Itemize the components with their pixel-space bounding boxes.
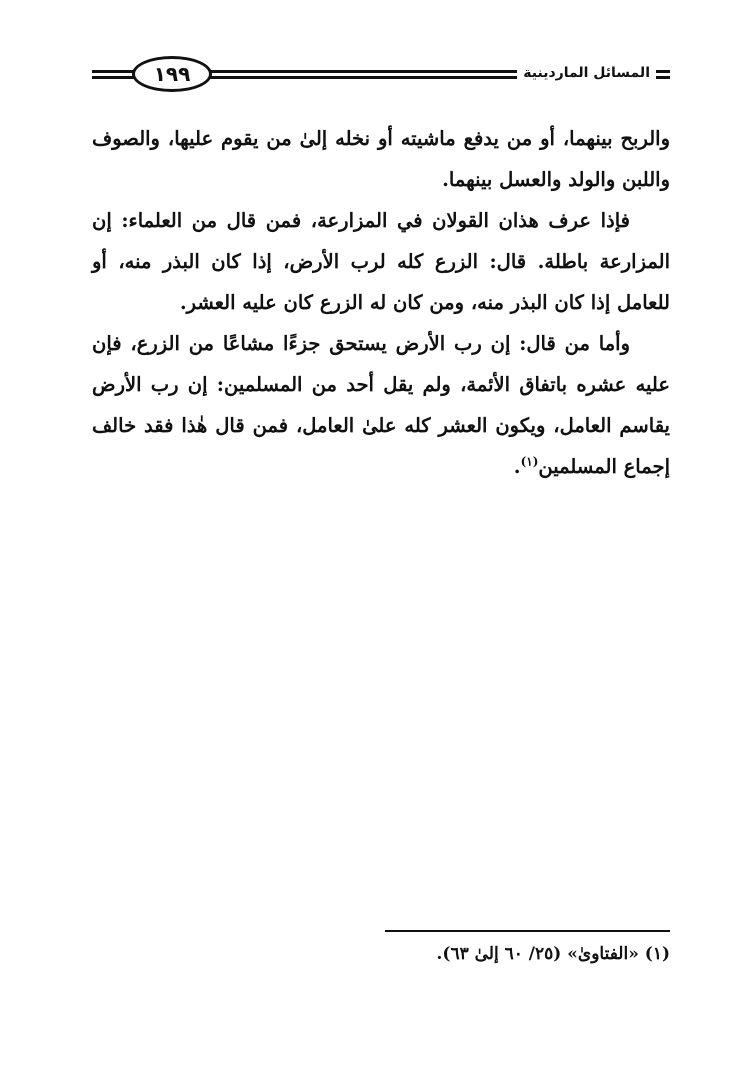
paragraph-3-end: . (513, 455, 521, 478)
page-number-badge (132, 56, 212, 92)
page-number: ١٩٩ (153, 62, 191, 86)
paragraph-2: فإذا عرف هذان القولان في المزارعة، فمن قال من العلماء: إن المزارعة باطلة. قال: الزرع كله لرب الأرض، إذا كان البذر منه، أو للعامل إذا كان البذر منه، ومن كان له الزرع كان عليه العشر. (92, 209, 670, 314)
page-header (92, 56, 670, 96)
paragraph-3 (92, 323, 670, 487)
footnote-reference: (١) (520, 454, 539, 469)
main-text (92, 118, 670, 487)
paragraph-3-text: وأما من قال: إن رب الأرض يستحق جزءًا مشاعًا من الزرع، فإن عليه عشره باتفاق الأئمة، ولم يقل أحد من المسلمين: إن رب الأرض يقاسم العامل، ويكون العشر كله علىٰ العامل، فمن قال هٰذا فقد خالف إجماع المسلمين (92, 332, 670, 478)
footnote: (١) «الفتاوىٰ» (٢٥/ ٦٠ إلىٰ ٦٣). (436, 944, 670, 964)
paragraph-1: والربح بينهما، أو من يدفع ماشيته أو نخله إلىٰ من يقوم عليها، والصوف واللبن والولد والعسل بينهما. (92, 127, 670, 191)
running-title: المسائل الماردينية (517, 62, 656, 84)
footnote-separator (385, 930, 670, 932)
